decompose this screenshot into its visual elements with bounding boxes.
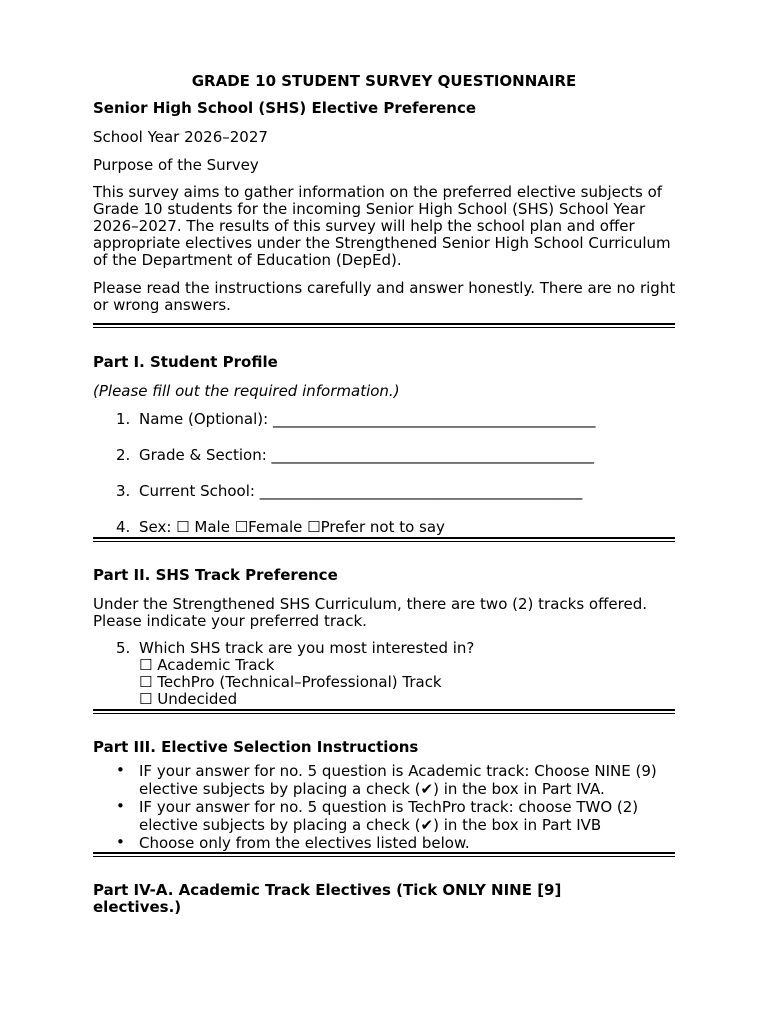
bullet-icon: •	[116, 797, 125, 815]
instruction-bullet: IF your answer for no. 5 question is TechPro track: choose TWO (2) elective subjects by placing a check (✔) in the box in Part IVB	[139, 798, 639, 834]
part2-intro: Under the Strengthened SHS Curriculum, there are two (2) tracks offered. Please indicate your preferred track.	[93, 595, 648, 630]
section-divider	[93, 852, 675, 857]
instructions-paragraph: Please read the instructions carefully and answer honestly. There are no right or wrong answers.	[93, 279, 676, 314]
section-divider	[93, 537, 675, 542]
current-school-field[interactable]: Current School: ___________________________________________	[139, 482, 583, 500]
item-number: 2.	[116, 446, 131, 464]
item-number: 3.	[116, 482, 131, 500]
part1-heading: Part I. Student Profile	[93, 353, 278, 371]
techpro-track-checkbox[interactable]: ☐ TechPro (Technical–Professional) Track	[139, 673, 442, 691]
item-number: 5.	[116, 639, 131, 657]
track-question: Which SHS track are you most interested in?	[139, 639, 475, 657]
item-number: 4.	[116, 518, 131, 536]
part2-heading: Part II. SHS Track Preference	[93, 566, 338, 584]
undecided-checkbox[interactable]: ☐ Undecided	[139, 690, 238, 708]
sex-checkboxes[interactable]: Sex: ☐ Male ☐Female ☐Prefer not to say	[139, 518, 445, 536]
bullet-icon: •	[116, 761, 125, 779]
instruction-bullet: IF your answer for no. 5 question is Academic track: Choose NINE (9) elective subjects by placing a check (✔) in the box in Part IVA.	[139, 762, 657, 798]
grade-section-field[interactable]: Grade & Section: ___________________________________________	[139, 446, 595, 464]
part3-heading: Part III. Elective Selection Instructions	[93, 738, 419, 756]
name-field[interactable]: Name (Optional): ___________________________________________	[139, 410, 596, 428]
part4a-heading: Part IV-A. Academic Track Electives (Tick ONLY NINE [9] electives.)	[93, 881, 562, 916]
school-year: School Year 2026–2027	[93, 128, 268, 146]
document-subtitle: Senior High School (SHS) Elective Preference	[93, 99, 477, 117]
section-divider	[93, 323, 675, 328]
part1-note: (Please fill out the required information.)	[93, 382, 400, 400]
purpose-heading: Purpose of the Survey	[93, 156, 259, 174]
document-title: GRADE 10 STUDENT SURVEY QUESTIONNAIRE	[191, 72, 577, 90]
purpose-paragraph: This survey aims to gather information on the preferred elective subjects of Grade 10 students for the incoming Senior High School (SHS) School Year 2026–2027. The results of this survey will help the school plan and offer appropriate electives under the Strengthened Senior High School Curriculum of the Department of Education (DepEd).	[93, 183, 671, 269]
academic-track-checkbox[interactable]: ☐ Academic Track	[139, 656, 275, 674]
section-divider	[93, 709, 675, 714]
instruction-bullet: Choose only from the electives listed below.	[139, 834, 470, 852]
item-number: 1.	[116, 410, 131, 428]
bullet-icon: •	[116, 833, 125, 851]
